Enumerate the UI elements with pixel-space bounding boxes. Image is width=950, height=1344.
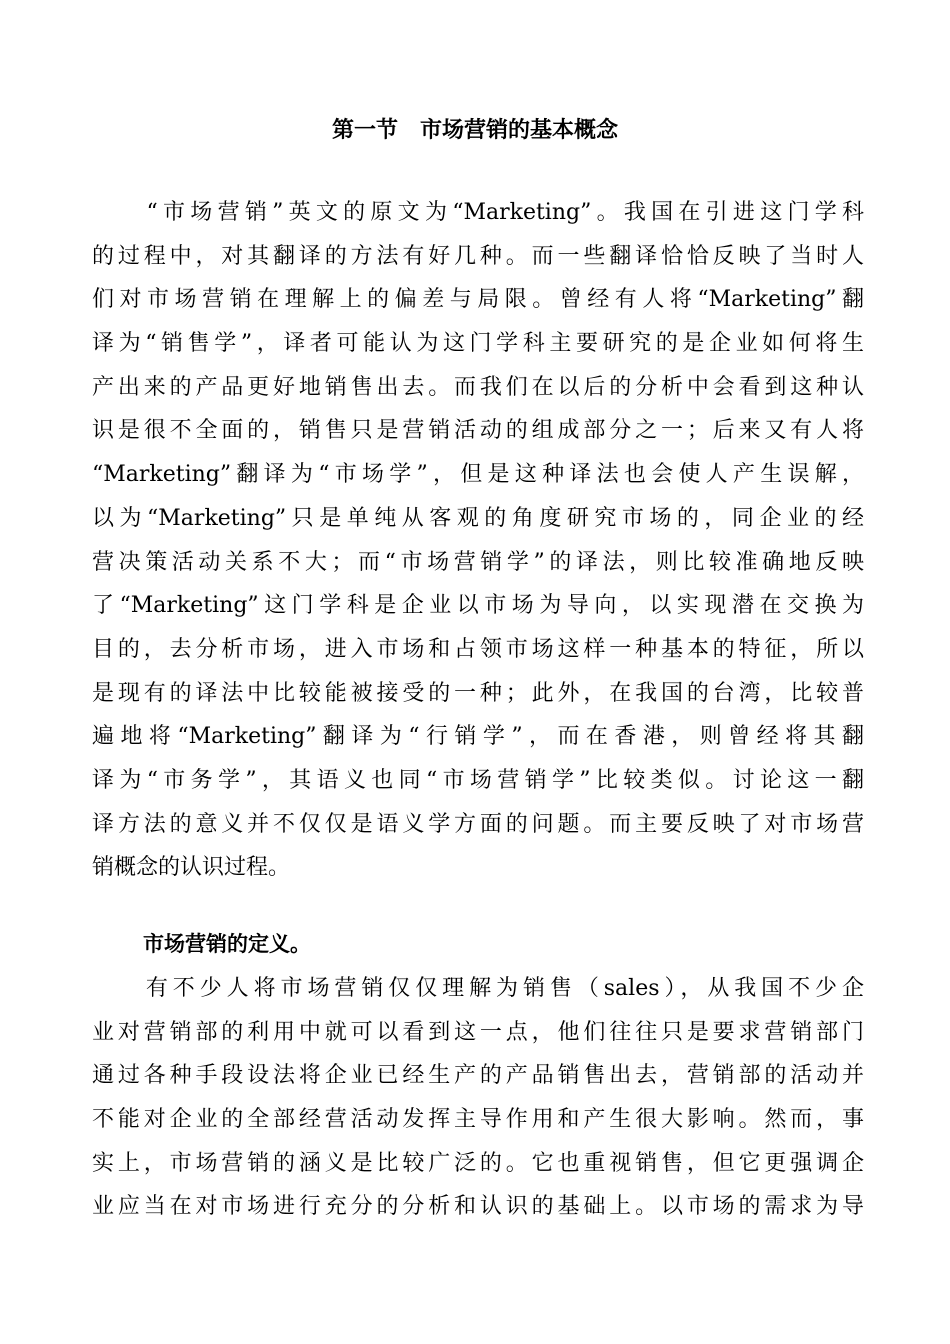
text-line: 遍地将“Marketing”翻译为“行销学”，而在香港，则曾经将其翻 [92,724,864,750]
text-line: 们对市场营销在理解上的偏差与局限。曾经有人将“Marketing”翻 [92,287,864,313]
text-line: 译为“市务学”，其语义也同“市场营销学”比较类似。讨论这一翻 [92,767,864,793]
text-line: 的过程中，对其翻译的方法有好几种。而一些翻译恰恰反映了当时人 [92,243,864,269]
text-line: 营决策活动关系不大；而“市场营销学”的译法，则比较准确地反映 [92,549,864,575]
text-line: 产出来的产品更好地销售出去。而我们在以后的分析中会看到这种认 [92,374,864,400]
text-line: 识是很不全面的，销售只是营销活动的组成部分之一；后来又有人将 [92,418,864,444]
text-line: 了“Marketing”这门学科是企业以市场为导向，以实现潜在交换为 [92,593,864,619]
text-line: 以为“Marketing”只是单纯从客观的角度研究市场的，同企业的经 [92,505,864,531]
definition-heading: 市场营销的定义。 [143,932,311,956]
paragraph-definition [92,967,864,1229]
text-line: 通过各种手段设法将企业已经生产的产品销售出去，营销部的活动并 [92,1063,864,1089]
text-line: “Marketing”翻译为“市场学”，但是这种译法也会使人产生误解， [92,462,864,488]
text-line: 有不少人将市场营销仅仅理解为销售（sales），从我国不少企 [92,976,864,1001]
text-line: 销概念的认识过程。 [92,855,291,881]
text-line: 是现有的译法中比较能被接受的一种；此外，在我国的台湾，比较普 [92,680,864,706]
text-line: 业应当在对市场进行充分的分析和认识的基础上。以市场的需求为导 [92,1194,864,1220]
text-line: 业对营销部的利用中就可以看到这一点，他们往往只是要求营销部门 [92,1019,864,1045]
text-line: 目的，去分析市场，进入市场和占领市场这样一种基本的特征，所以 [92,636,864,662]
text-line: “市场营销”英文的原文为“Marketing”。我国在引进这门学科 [92,200,864,225]
text-line: 实上，市场营销的涵义是比较广泛的。它也重视销售，但它更强调企 [92,1150,864,1176]
text-line: 译为“销售学”，译者可能认为这门学科主要研究的是企业如何将生 [92,331,864,357]
text-line: 译方法的意义并不仅仅是语义学方面的问题。而主要反映了对市场营 [92,811,864,837]
text-line: 不能对企业的全部经营活动发挥主导作用和产生很大影响。然而，事 [92,1107,864,1133]
section-title: 第一节 市场营销的基本概念 [331,117,618,143]
paragraph-translation-history [92,191,864,890]
